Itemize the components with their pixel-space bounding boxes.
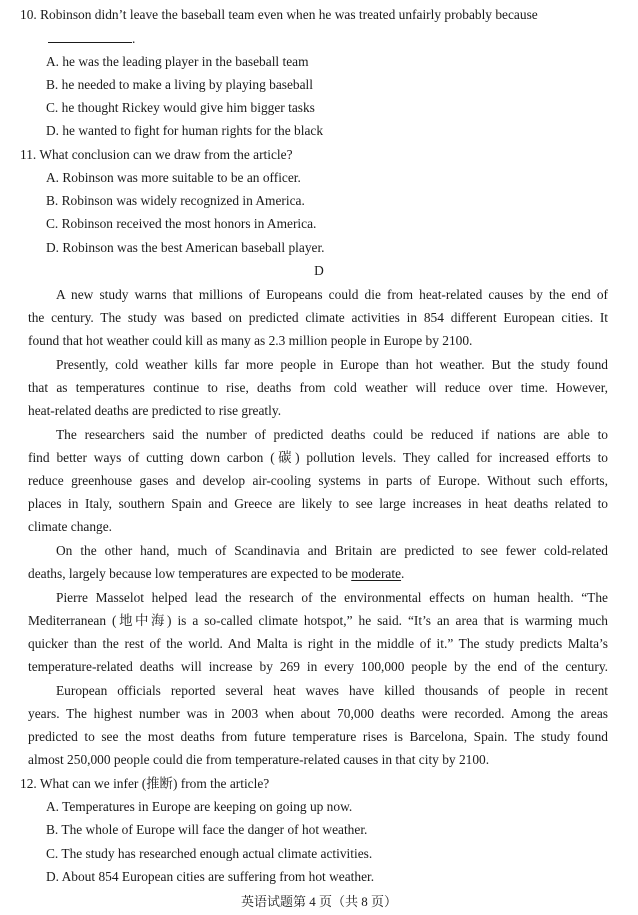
- passage-p4-line2: [28, 565, 404, 583]
- passage-p3-line3: reduce greenhouse gases and develop air-cooling systems in parts of Europe. Without such efforts,: [28, 473, 608, 488]
- passage-p3-line2: find better ways of cutting down carbon (碳) pollution levels. They called for increased efforts to: [28, 450, 608, 465]
- passage-p6-line3: predicted to see the most deaths from future temperature rises is Barcelona, Spain. The study found: [28, 729, 608, 744]
- q10-option-c: C. he thought Rickey would give him bigger tasks: [46, 100, 315, 115]
- section-heading: D: [314, 263, 324, 278]
- passage-p6-line1: European officials reported several heat waves have killed thousands of people in recent: [56, 683, 608, 698]
- passage-p2-line3: heat-related deaths are predicted to rise greatly.: [28, 403, 282, 418]
- answer-blank-line: [48, 30, 132, 43]
- passage-p2-line2: that as temperatures continue to rise, deaths from cold weather will reduce over time. However,: [28, 380, 608, 395]
- passage-p1-line2: the century. The study was based on predicted climate activities in 854 different European cities. It: [28, 310, 608, 325]
- q10-stem-end: .: [132, 31, 136, 46]
- q10-option-d: D. he wanted to fight for human rights for the black: [46, 123, 324, 138]
- q10-stem: 10. Robinson didn’t leave the baseball team even when he was treated unfairly probably because: [20, 7, 538, 22]
- q12-option-c: C. The study has researched enough actual climate activities.: [46, 846, 373, 861]
- passage-p3-line5: climate change.: [28, 519, 113, 534]
- passage-p4-line1: On the other hand, much of Scandinavia and Britain are predicted to see fewer cold-related: [56, 543, 608, 558]
- q11-option-a: A. Robinson was more suitable to be an officer.: [46, 170, 301, 185]
- passage-p5-line3: quicker than the rest of the world. And Malta is right in the middle of it.” The study predicts Malta’s: [28, 636, 608, 651]
- q10-option-b: B. he needed to make a living by playing baseball: [46, 77, 313, 92]
- page-footer: 英语试题第 4 页（共 8 页）: [240, 894, 397, 909]
- underlined-word: moderate: [351, 566, 402, 581]
- passage-p1-line1: A new study warns that millions of Europeans could die from heat-related causes by the end of: [56, 287, 608, 302]
- q12-stem: 12. What can we infer (推断) from the article?: [20, 776, 270, 791]
- passage-p4-line2-end: .: [401, 566, 405, 581]
- passage-p3-line1: The researchers said the number of predicted deaths could be reduced if nations are able to: [56, 427, 608, 442]
- q12-option-b: B. The whole of Europe will face the danger of hot weather.: [46, 822, 368, 837]
- passage-p5-line1: Pierre Masselot helped lead the research of the environmental effects on human health. “The: [56, 590, 608, 605]
- q11-option-d: D. Robinson was the best American baseball player.: [46, 240, 325, 255]
- q12-option-d: D. About 854 European cities are suffering from hot weather.: [46, 869, 375, 884]
- passage-p5-line4: temperature-related deaths will increase by 269 in every 100,000 people by the end of the century.: [28, 659, 608, 674]
- q11-option-b: B. Robinson was widely recognized in America.: [46, 193, 305, 208]
- passage-p3-line4: places in Italy, southern Spain and Greece are likely to see large increases in heat deaths related to: [28, 496, 608, 511]
- passage-p6-line2: years. The highest number was in 2003 when about 70,000 deaths were recorded. Among the areas: [28, 706, 608, 721]
- passage-p2-line1: Presently, cold weather kills far more people in Europe than hot weather. But the study found: [56, 357, 608, 372]
- passage-p1-line3: found that hot weather could kill as many as 2.3 million people in Europe by 2100.: [28, 333, 473, 348]
- q12-option-a: A. Temperatures in Europe are keeping on going up now.: [46, 799, 353, 814]
- q11-stem: 11. What conclusion can we draw from the article?: [20, 147, 293, 162]
- q11-option-c: C. Robinson received the most honors in America.: [46, 216, 317, 231]
- q10-answer-blank: [48, 30, 135, 48]
- passage-p4-line2-text: deaths, largely because low temperatures are expected to be: [28, 566, 352, 581]
- q10-option-a: A. he was the leading player in the baseball team: [46, 54, 309, 69]
- passage-p6-line4: almost 250,000 people could die from temperature-related causes in that city by 2100.: [28, 752, 490, 767]
- passage-p5-line2: Mediterranean (地中海) is a so-called climate hotspot,” he said. “It’s an area that is warming much: [28, 613, 608, 628]
